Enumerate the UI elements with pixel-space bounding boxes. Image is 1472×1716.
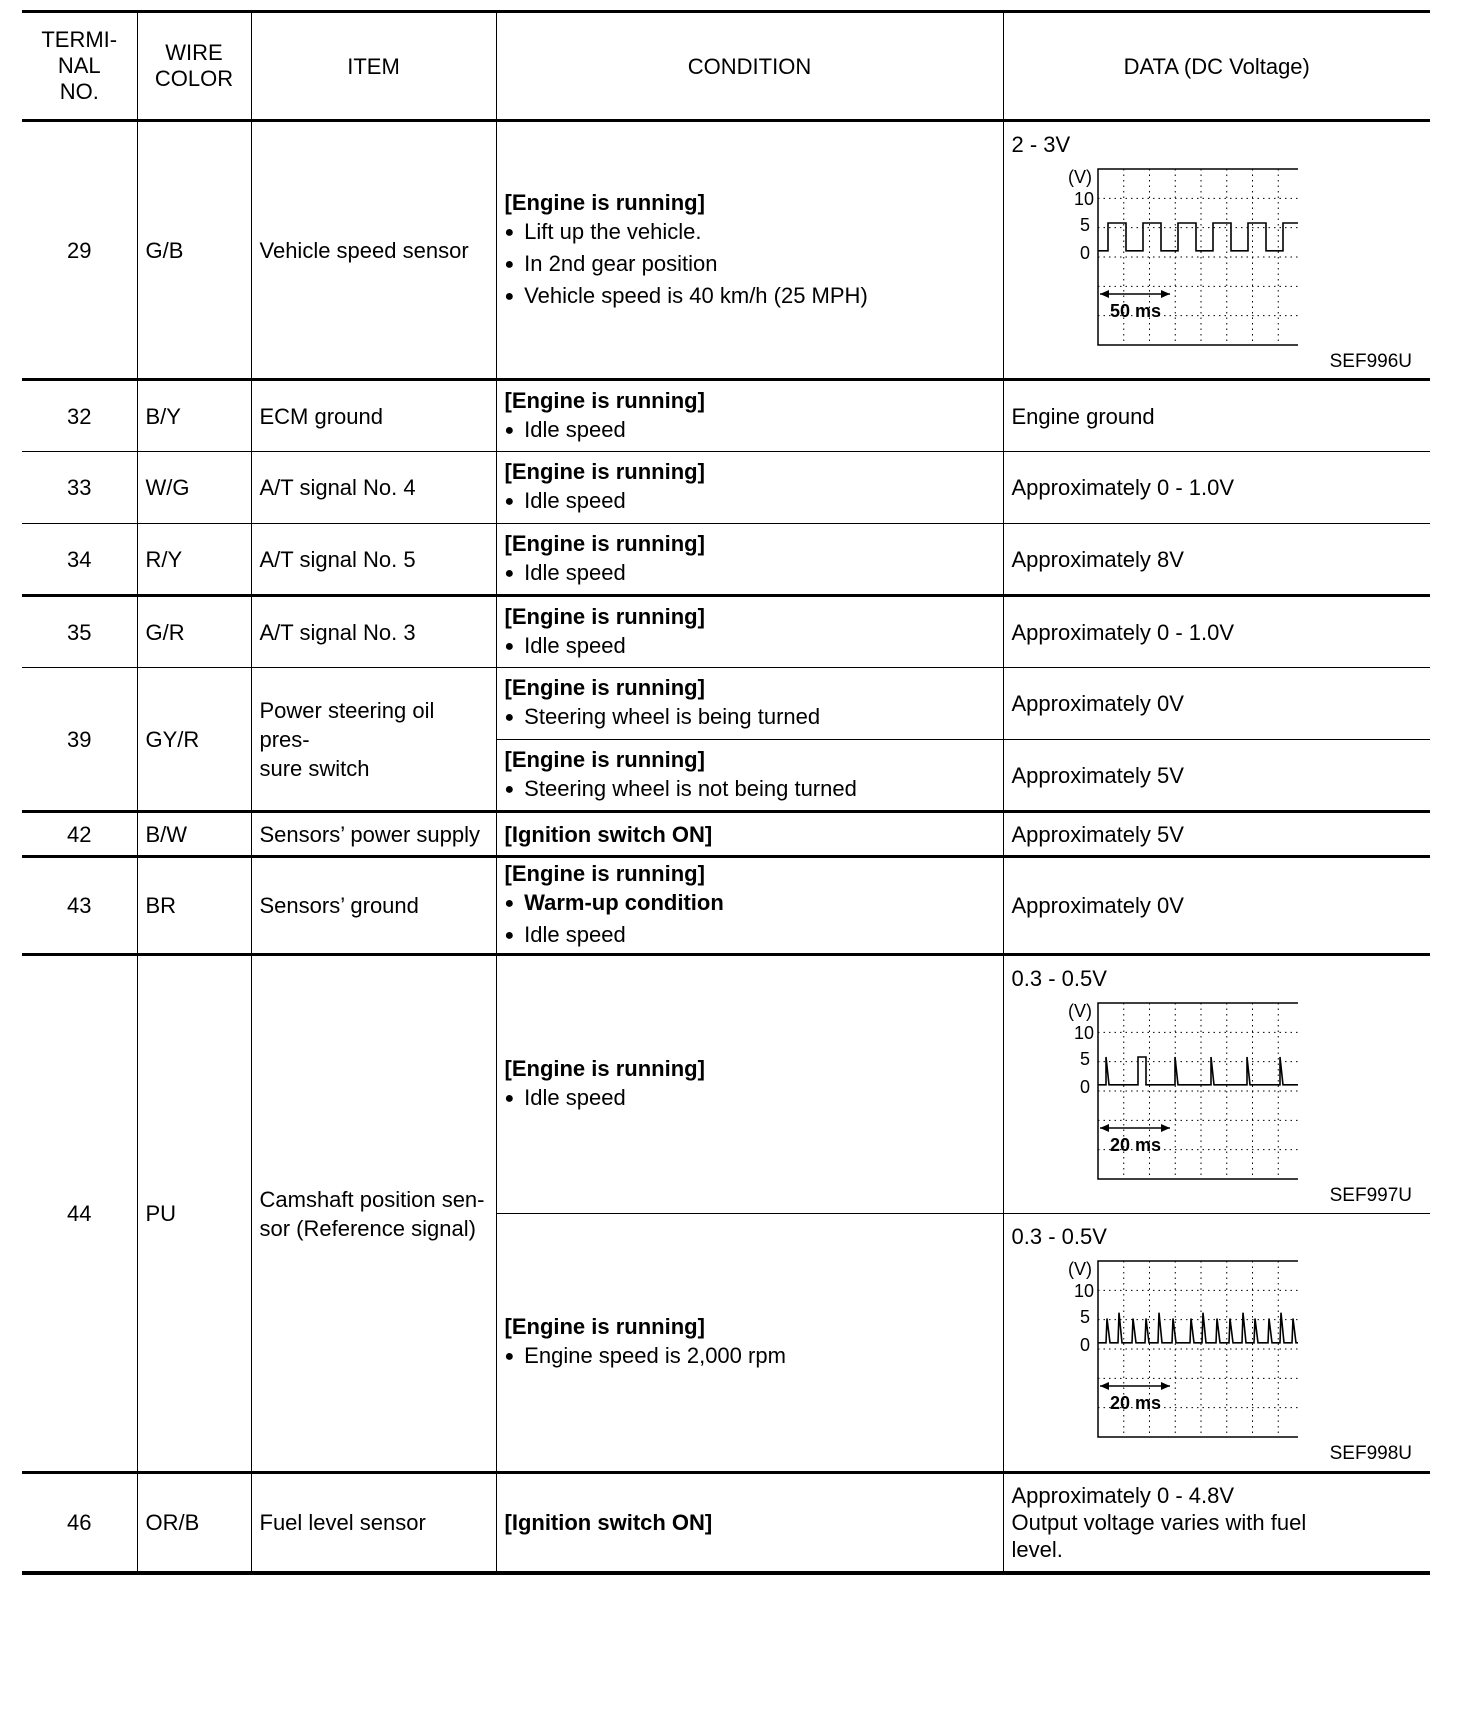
condition-heading: [Ignition switch ON] [504, 821, 713, 847]
terminal-no: 32 [22, 380, 137, 452]
item: Fuel level sensor [251, 1473, 496, 1573]
data-value: Engine ground [1003, 380, 1430, 452]
condition-heading: [Engine is running] [504, 861, 705, 886]
condition-bullet: ● Idle speed [505, 486, 995, 518]
terminal-no: 43 [22, 857, 137, 955]
terminal-no: 46 [22, 1473, 137, 1573]
data-value: Approximately 0 - 1.0V [1003, 452, 1430, 524]
terminal-no: 44 [22, 955, 137, 1473]
data-value: Approximately 0 - 4.8V Output voltage varies with fuel level. [1003, 1473, 1430, 1573]
data-value: 2 - 3V [1011, 132, 1071, 157]
table-row [22, 596, 1430, 668]
condition-heading: [Engine is running] [504, 746, 705, 772]
time-scale-arrow [1100, 1124, 1109, 1132]
item: A/T signal No. 5 [251, 524, 496, 596]
condition [496, 121, 1003, 380]
condition [496, 740, 1003, 812]
condition-bullet: ● Idle speed [505, 415, 995, 447]
condition-bullet: ● Steering wheel is being turned [505, 702, 995, 734]
wire-color: R/Y [137, 524, 251, 596]
time-scale-arrow [1100, 1382, 1109, 1390]
item: Sensors’ power supply [251, 812, 496, 857]
condition-heading: [Engine is running] [504, 189, 705, 215]
wire-color: PU [137, 955, 251, 1473]
scope-unit-label: (V) [1067, 1259, 1092, 1279]
time-scale-arrow [1161, 290, 1170, 298]
header-item: ITEM [251, 12, 496, 121]
item: ECM ground [251, 380, 496, 452]
item: A/T signal No. 3 [251, 596, 496, 668]
data-value: Approximately 5V [1003, 740, 1430, 812]
item: Sensors’ ground [251, 857, 496, 955]
condition [496, 524, 1003, 596]
condition-heading: [Ignition switch ON] [504, 1509, 713, 1535]
scope-tick-0: 0 [1079, 1077, 1090, 1097]
header-row [22, 12, 1430, 121]
oscilloscope-waveform [1038, 1001, 1298, 1181]
time-scale-arrow [1161, 1382, 1170, 1390]
condition-heading: [Engine is running] [504, 530, 705, 556]
waveform-trace [1098, 1313, 1298, 1343]
wire-color: BR [137, 857, 251, 955]
condition [496, 857, 1003, 955]
table-row [22, 121, 1430, 380]
condition-bullet: ● Warm-up condition [505, 888, 995, 920]
wire-color: B/Y [137, 380, 251, 452]
condition [496, 812, 1003, 857]
condition-bullet: ● Idle speed [505, 1083, 995, 1115]
condition [496, 668, 1003, 740]
header-condition: CONDITION [496, 12, 1003, 121]
table-row [22, 1473, 1430, 1573]
condition-heading: [Engine is running] [504, 459, 705, 484]
scope-tick-10: 10 [1073, 1023, 1094, 1043]
terminal-no: 34 [22, 524, 137, 596]
time-scale-label: 50 ms [1109, 301, 1161, 321]
table-row [22, 955, 1430, 1214]
terminal-no: 29 [22, 121, 137, 380]
condition-heading: [Engine is running] [504, 1314, 705, 1339]
condition-bullet: ● Engine speed is 2,000 rpm [505, 1341, 995, 1373]
condition-heading: [Engine is running] [504, 1056, 705, 1081]
condition-bullet: ● Steering wheel is not being turned [505, 774, 995, 806]
table-row [22, 524, 1430, 596]
data-value: Approximately 8V [1003, 524, 1430, 596]
figure-id: SEF998U [1329, 1443, 1412, 1464]
condition [496, 596, 1003, 668]
terminal-no: 39 [22, 668, 137, 812]
condition-bullet: ● In 2nd gear position [505, 249, 995, 281]
scope-unit-label: (V) [1067, 167, 1092, 187]
scope-tick-10: 10 [1073, 1281, 1094, 1301]
scope-tick-10: 10 [1073, 189, 1094, 209]
scope-tick-5: 5 [1079, 1307, 1090, 1327]
wire-color: B/W [137, 812, 251, 857]
condition [496, 955, 1003, 1214]
data-value: Approximately 0V [1003, 857, 1430, 955]
condition-bullet: ● Idle speed [505, 558, 995, 590]
wire-color: GY/R [137, 668, 251, 812]
table-row [22, 812, 1430, 857]
data-value: Approximately 0 - 1.0V [1003, 596, 1430, 668]
scope-tick-5: 5 [1079, 1049, 1090, 1069]
condition [496, 380, 1003, 452]
item: Camshaft position sen- sor (Reference signal) [251, 955, 496, 1473]
time-scale-label: 20 ms [1109, 1393, 1161, 1413]
data-value-cell [1003, 955, 1430, 1214]
oscilloscope-waveform [1038, 1259, 1298, 1439]
wire-color: W/G [137, 452, 251, 524]
item: Vehicle speed sensor [251, 121, 496, 380]
data-value: Approximately 5V [1003, 812, 1430, 857]
condition-heading: [Engine is running] [504, 675, 705, 700]
time-scale-arrow [1161, 1124, 1170, 1132]
wire-color: G/R [137, 596, 251, 668]
scope-tick-0: 0 [1079, 243, 1090, 263]
header-data: DATA (DC Voltage) [1003, 12, 1430, 121]
time-scale-arrow [1100, 290, 1109, 298]
condition-bullet: ● Vehicle speed is 40 km/h (25 MPH) [505, 281, 995, 313]
time-scale-label: 20 ms [1109, 1135, 1161, 1155]
data-value-cell [1003, 121, 1430, 380]
condition-bullet: ● Idle speed [505, 920, 995, 952]
condition-bullet: ● Idle speed [505, 631, 995, 663]
terminal-no: 35 [22, 596, 137, 668]
terminal-data-table [22, 10, 1430, 1575]
header-terminal-no: TERMI- NAL NO. [22, 12, 137, 121]
data-value: 0.3 - 0.5V [1011, 966, 1107, 991]
condition [496, 1473, 1003, 1573]
condition-heading: [Engine is running] [504, 387, 705, 413]
condition-heading: [Engine is running] [504, 603, 705, 629]
data-value: 0.3 - 0.5V [1011, 1224, 1107, 1249]
condition [496, 452, 1003, 524]
table-row [22, 380, 1430, 452]
scope-tick-5: 5 [1079, 215, 1090, 235]
scope-tick-0: 0 [1079, 1335, 1090, 1355]
oscilloscope-waveform [1038, 167, 1298, 347]
terminal-no: 42 [22, 812, 137, 857]
wire-color: OR/B [137, 1473, 251, 1573]
item: Power steering oil pres- sure switch [251, 668, 496, 812]
condition-bullet: ● Lift up the vehicle. [505, 217, 995, 249]
condition [496, 1214, 1003, 1473]
data-value-cell [1003, 1214, 1430, 1473]
terminal-no: 33 [22, 452, 137, 524]
figure-id: SEF996U [1329, 351, 1412, 372]
table-row [22, 452, 1430, 524]
wire-color: G/B [137, 121, 251, 380]
data-value: Approximately 0V [1003, 668, 1430, 740]
scope-unit-label: (V) [1067, 1001, 1092, 1021]
header-wire-color: WIRE COLOR [137, 12, 251, 121]
figure-id: SEF997U [1329, 1185, 1412, 1206]
table-row [22, 857, 1430, 955]
table-row [22, 668, 1430, 740]
item: A/T signal No. 4 [251, 452, 496, 524]
